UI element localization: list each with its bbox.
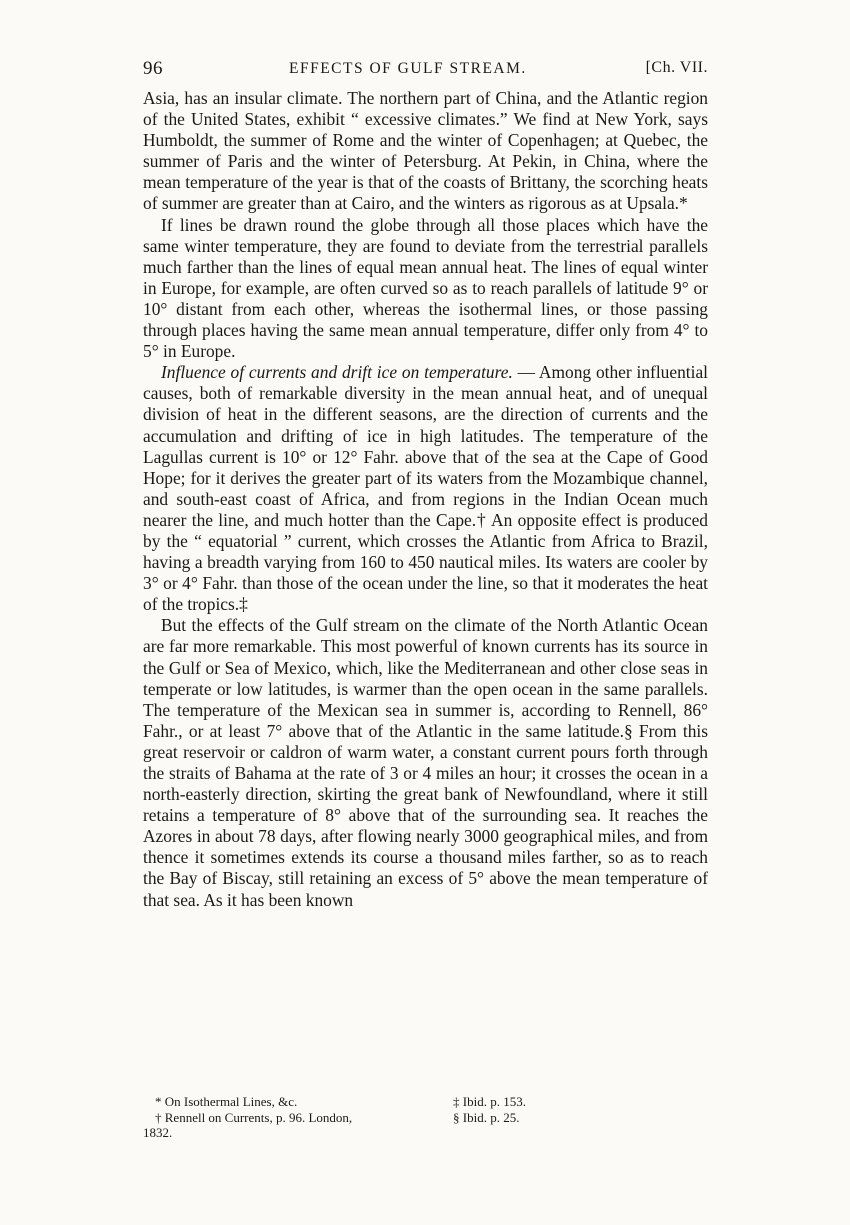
- paragraph-3: [143, 362, 708, 615]
- section-heading: Influence of currents and drift ice on temperature.: [161, 362, 513, 383]
- page-number: 96: [143, 58, 163, 79]
- paragraph-3-text: — Among other influential causes, both of remarkable diversity in the mean annual heat, and of unequal division of heat in the different seasons, are the direction of currents and the accumulation and drifting of ice in high latitudes. The temperature of the Lagullas current is 10° or 12° Fahr. above that of the sea at the Cape of Good Hope; for it derives the greater part of its waters from the Mozambique channel, and south-east coast of Africa, and from regions in the Indian Ocean much nearer the line, and much hotter than the Cape.† An opposite effect is produced by the “ equatorial ” current, which crosses the Atlantic from Africa to Brazil, having a breadth varying from 160 to 450 nautical miles. Its waters are cooler by 3° or 4° Fahr. than those of the ocean under the line, so that it moderates the heat of the tropics.‡: [143, 362, 708, 615]
- footnotes-left: [143, 1094, 443, 1141]
- footnote-dagger-cont: 1832.: [143, 1125, 173, 1140]
- paragraph-1: Asia, has an insular climate. The northern part of China, and the Atlantic region of the United States, exhibit “ excessive climates.” We find at New York, says Humboldt, the summer of Rome and the winter of Copenhagen; at Quebec, the summer of Paris and the winter of Petersburg. At Pekin, in China, where the mean temperature of the year is that of the coasts of Brittany, the scorching heats of summer are greater than at Cairo, and the winters as rigorous as at Upsala.*: [143, 88, 708, 214]
- book-page: [143, 58, 708, 911]
- footnote-section: § Ibid. p. 25.: [453, 1109, 520, 1125]
- paragraph-2: If lines be drawn round the globe through all those places which have the same winter temperature, they are found to deviate from the terrestrial parallels much farther than the lines of equal mean annual heat. The lines of equal winter in Europe, for example, are often curved so as to reach parallels of latitude 9° or 10° distant from each other, whereas the isothermal lines, or those passing through places having the same mean annual temperature, differ only from 4° to 5° in Europe.: [143, 214, 708, 362]
- running-header: [143, 58, 708, 88]
- footnote-star: * On Isothermal Lines, &c.: [155, 1094, 298, 1109]
- chapter-marker: [Ch. VII.: [645, 59, 708, 76]
- paragraph-4: But the effects of the Gulf stream on the climate of the North Atlantic Ocean are far more remarkable. This most powerful of known currents has its source in the Gulf or Sea of Mexico, which, like the Mediterranean and other close seas in temperate or low latitudes, is warmer than the open ocean in the same parallels. The temperature of the Mexican sea in summer is, according to Rennell, 86° Fahr., or at least 7° above that of the Atlantic in the same latitude.§ From this great reservoir or caldron of warm water, a constant current pours forth through the straits of Bahama at the rate of 3 or 4 miles an hour; it crosses the ocean in a north-easterly direction, skirting the great bank of Newfoundland, where it still retains a temperature of 8° above that of the surrounding sea. It reaches the Azores in about 78 days, after flowing nearly 3000 geographical miles, and from thence it sometimes extends its course a thousand miles farther, so as to reach the Bay of Biscay, still retaining an excess of 5° above the mean temperature of that sea. As it has been known: [143, 615, 708, 910]
- running-title: EFFECTS OF GULF STREAM.: [289, 60, 527, 77]
- footnote-double-dagger: ‡ Ibid. p. 153.: [453, 1094, 526, 1109]
- footnote-dagger: † Rennell on Currents, p. 96. London,: [155, 1109, 353, 1125]
- body-text: [143, 88, 708, 911]
- footnotes-right: [441, 1094, 641, 1125]
